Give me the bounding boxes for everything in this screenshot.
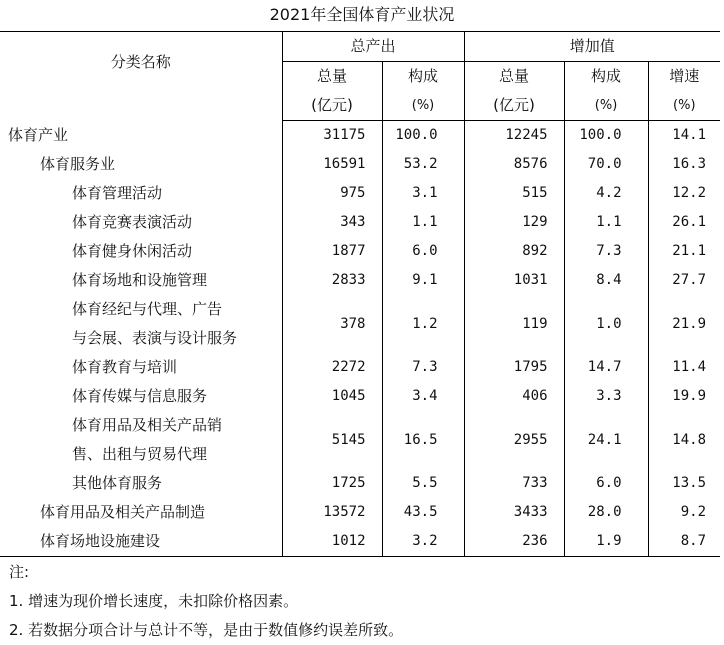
output-composition-cell: 3.1 xyxy=(382,179,464,208)
output-composition-cell: 5.5 xyxy=(382,469,464,498)
output-total-cell: 1725 xyxy=(331,475,366,491)
added-total-cell: 2955 xyxy=(464,411,564,469)
output-composition-cell: 1.2 xyxy=(382,295,464,353)
output-total-cell: 1877 xyxy=(331,243,366,259)
output-composition-cell: 16.5 xyxy=(382,411,464,469)
output-composition-header: 构成 xyxy=(382,62,464,92)
table-row xyxy=(0,353,720,382)
output-composition-unit: (%) xyxy=(382,91,464,121)
added-total-header: 总量 xyxy=(464,62,564,92)
category-name: 体育用品及相关产品销 xyxy=(72,416,223,434)
category-name-cell xyxy=(0,266,282,295)
category-name-cell xyxy=(0,208,282,237)
added-composition-cell: 3.3 xyxy=(564,382,648,411)
output-total-cell: 31175 xyxy=(323,127,366,143)
added-composition-unit: (%) xyxy=(564,91,648,121)
added-total-cell: 1031 xyxy=(464,266,564,295)
category-header: 分类名称 xyxy=(0,32,282,121)
category-name: 体育服务业 xyxy=(40,155,116,173)
output-total-cell: 2272 xyxy=(331,359,366,375)
added-composition-cell: 70.0 xyxy=(564,150,648,179)
growth-cell: 14.1 xyxy=(648,121,720,151)
added-total-cell: 3433 xyxy=(464,498,564,527)
added-composition-cell: 14.7 xyxy=(564,353,648,382)
category-name: 体育用品及相关产品制造 xyxy=(40,503,206,521)
added-composition-cell: 1.9 xyxy=(564,527,648,557)
output-total-cell: 5145 xyxy=(331,431,366,448)
table-row xyxy=(0,266,720,295)
note-item: 2. 若数据分项合计与总计不等，是由于数值修约误差所致。 xyxy=(9,621,404,639)
category-name-cell xyxy=(0,382,282,411)
category-name: 体育产业 xyxy=(8,125,69,144)
output-total-header: 总量 xyxy=(316,67,347,85)
added-composition-cell: 28.0 xyxy=(564,498,648,527)
added-total-cell: 1795 xyxy=(464,353,564,382)
output-total-cell: 1045 xyxy=(331,388,366,404)
growth-cell: 21.9 xyxy=(648,295,720,353)
added-total-cell: 406 xyxy=(464,382,564,411)
notes xyxy=(9,558,403,645)
value-added-header: 增加值 xyxy=(464,32,720,62)
added-composition-cell: 8.4 xyxy=(564,266,648,295)
added-total-cell: 515 xyxy=(464,179,564,208)
added-total-cell: 733 xyxy=(464,469,564,498)
category-name-cell xyxy=(0,179,282,208)
output-total-cell: 2833 xyxy=(331,272,366,288)
category-name: 体育经纪与代理、广告 xyxy=(72,300,223,318)
category-name: 体育传媒与信息服务 xyxy=(72,387,208,405)
category-name: 体育竞赛表演活动 xyxy=(72,213,193,231)
table-row xyxy=(0,208,720,237)
added-composition-cell: 4.2 xyxy=(564,179,648,208)
added-composition-cell: 100.0 xyxy=(564,121,648,151)
added-composition-cell: 1.1 xyxy=(564,208,648,237)
table-row xyxy=(0,121,720,151)
growth-cell: 9.2 xyxy=(648,498,720,527)
category-name-line2: 与会展、表演与设计服务 xyxy=(72,329,238,347)
added-total-cell: 12245 xyxy=(464,121,564,151)
category-name-line2: 售、出租与贸易代理 xyxy=(72,445,208,463)
added-composition-cell: 24.1 xyxy=(564,411,648,469)
added-total-cell: 119 xyxy=(464,295,564,353)
table-row xyxy=(0,498,720,527)
growth-cell: 14.8 xyxy=(648,411,720,469)
output-total-cell: 13572 xyxy=(323,504,366,520)
notes-heading: 注: xyxy=(9,563,30,581)
growth-header: 增速 xyxy=(648,62,720,92)
category-name: 其他体育服务 xyxy=(72,474,163,492)
category-name: 体育场地设施建设 xyxy=(40,532,161,550)
output-composition-cell: 1.1 xyxy=(382,208,464,237)
growth-cell: 27.7 xyxy=(648,266,720,295)
table-title: 2021年全国体育产业状况 xyxy=(269,5,455,24)
output-composition-cell: 6.0 xyxy=(382,237,464,266)
growth-cell: 19.9 xyxy=(648,382,720,411)
sports-industry-table xyxy=(0,31,720,557)
output-total-cell: 16591 xyxy=(323,156,366,172)
category-name-cell xyxy=(0,295,282,353)
growth-cell: 21.1 xyxy=(648,237,720,266)
table-row xyxy=(0,150,720,179)
output-composition-cell: 43.5 xyxy=(382,498,464,527)
table-row xyxy=(0,411,720,469)
category-name-cell xyxy=(0,237,282,266)
output-composition-cell: 100.0 xyxy=(382,121,464,151)
output-total-cell: 378 xyxy=(340,315,366,332)
note-item: 1. 增速为现价增长速度，未扣除价格因素。 xyxy=(9,592,299,610)
added-composition-cell: 7.3 xyxy=(564,237,648,266)
growth-unit: (%) xyxy=(648,91,720,121)
growth-cell: 16.3 xyxy=(648,150,720,179)
category-name-cell xyxy=(0,527,282,557)
growth-cell: 8.7 xyxy=(648,527,720,557)
category-name-cell xyxy=(0,469,282,498)
added-total-cell: 892 xyxy=(464,237,564,266)
added-total-cell: 129 xyxy=(464,208,564,237)
table-row xyxy=(0,469,720,498)
output-composition-cell: 3.2 xyxy=(382,527,464,557)
growth-cell: 26.1 xyxy=(648,208,720,237)
added-total-unit: (亿元) xyxy=(464,91,564,121)
table-row xyxy=(0,179,720,208)
added-composition-cell: 1.0 xyxy=(564,295,648,353)
table-row xyxy=(0,382,720,411)
growth-cell: 11.4 xyxy=(648,353,720,382)
gross-output-header: 总产出 xyxy=(282,32,464,62)
category-name-cell xyxy=(0,498,282,527)
category-name-cell xyxy=(0,353,282,382)
table-row xyxy=(0,295,720,353)
added-total-cell: 236 xyxy=(464,527,564,557)
output-composition-cell: 3.4 xyxy=(382,382,464,411)
growth-cell: 13.5 xyxy=(648,469,720,498)
category-name: 体育健身休闲活动 xyxy=(72,242,193,260)
category-name-cell xyxy=(0,150,282,179)
table-row xyxy=(0,237,720,266)
category-name-cell xyxy=(0,411,282,469)
added-composition-header: 构成 xyxy=(564,62,648,92)
growth-cell: 12.2 xyxy=(648,179,720,208)
output-total-unit: (亿元) xyxy=(282,91,382,121)
category-name-cell xyxy=(0,121,282,151)
table-row xyxy=(0,527,720,557)
added-total-cell: 8576 xyxy=(464,150,564,179)
output-total-cell: 1012 xyxy=(282,527,382,557)
category-name: 体育教育与培训 xyxy=(72,358,178,376)
added-composition-cell: 6.0 xyxy=(564,469,648,498)
output-total-cell: 343 xyxy=(340,214,366,230)
output-composition-cell: 7.3 xyxy=(382,353,464,382)
category-name: 体育场地和设施管理 xyxy=(72,271,208,289)
output-composition-cell: 53.2 xyxy=(382,150,464,179)
output-composition-cell: 9.1 xyxy=(382,266,464,295)
category-name: 体育管理活动 xyxy=(72,184,163,202)
output-total-cell: 975 xyxy=(340,185,366,201)
